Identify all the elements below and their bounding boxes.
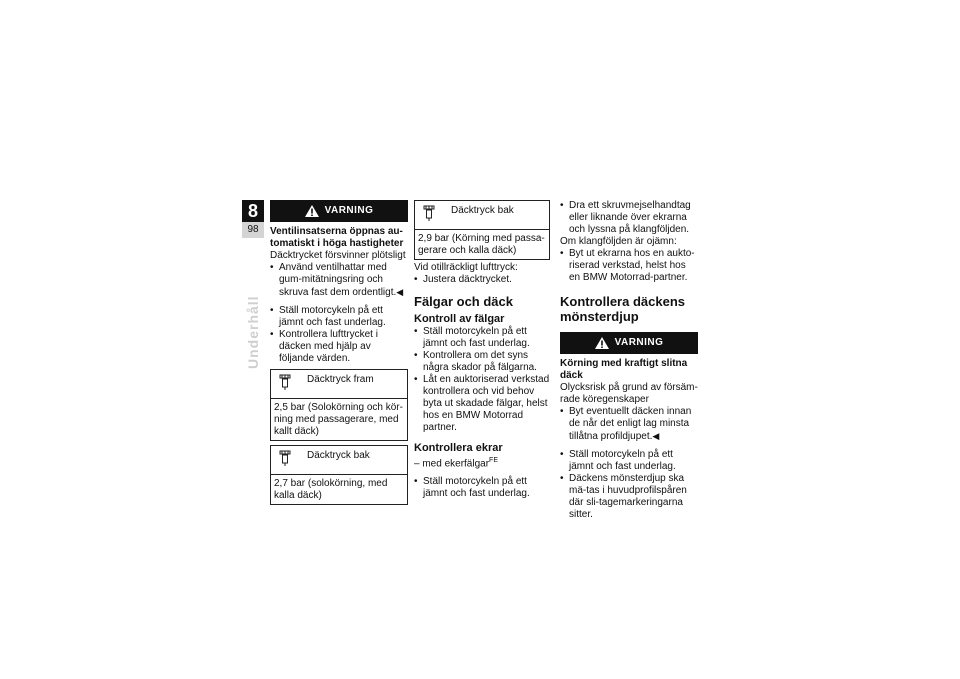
subsection-heading: Kontrollera ekrar [414,442,503,454]
uneven-text: Om klangföljden är ojämn: [560,236,677,247]
section-heading: Fälgar och däck [414,294,513,309]
tire-gauge-icon [279,374,291,390]
list-item: • Ställ motorcykeln på ett jämnt och fast underlag. [414,476,550,500]
tire-pressure-rear-box [270,445,408,505]
box-label: Däcktryck bak [307,450,370,461]
warning-icon [305,205,319,217]
warning-icon [595,337,609,349]
warning-text: Däcktrycket försvinner plötsligt [270,250,406,261]
option-code: FE [489,457,498,464]
column-3 [560,200,698,521]
list-item: • Däckens mönsterdjup ska mä-tas i huvudprofilspåren där sli-tagemarkeringarna sitter. [560,473,698,521]
warning-text: Olycksrisk på grund av försäm-rade köregenskaper [560,382,698,405]
list-item: • Låt en auktoriserad verkstad kontrollera och vid behov byta ut skadade fälgar, helst hos en BMW Motorrad partner. [414,374,550,434]
chapter-title: Underhåll [245,295,261,369]
list-item: • Dra ett skruvmejselhandtag eller liknande över ekrarna och lyssna på klangföljden. [560,200,698,236]
box-label: Däcktryck fram [307,374,374,385]
column-2 [414,200,550,500]
warning-label: VARNING [614,337,664,348]
warning-label: VARNING [324,205,374,216]
warning-bullet: • Använd ventilhattar med gum-mitätningsring och skruva fast dem ordentligt.◀ [270,262,408,299]
list-item: • Ställ motorcykeln på ett jämnt och fast underlag. [270,305,408,329]
box-value: 2,5 bar (Solokörning och kör-ning med passagerare, med kallt däck) [271,398,407,440]
end-marker-icon: ◀ [652,431,660,441]
warning-bullet: • Byt eventuellt däcken innan de når det enligt lag minsta tillåtna profildjupet.◀ [560,406,698,443]
section-heading: Kontrollera däckens mönsterdjup [560,294,685,324]
list-item: • Justera däcktrycket. [414,274,550,286]
tire-gauge-icon [423,205,435,221]
list-item: • Ställ motorcykeln på ett jämnt och fast underlag. [414,326,550,350]
list-item: • Byt ut ekrarna hos en aukto-riserad verkstad, helst hos en BMW Motorrad-partner. [560,248,698,284]
warning-banner [560,332,698,354]
subsection-heading: Kontroll av fälgar [414,313,505,325]
tire-pressure-rear-passenger-box [414,200,550,260]
box-value: 2,7 bar (solokörning, med kalla däck) [271,474,407,504]
chapter-number: 8 [242,200,264,222]
page-number: 98 [242,222,264,238]
spoke-wheel-note: – med ekerfälgar$^{FE}$ [414,457,498,470]
list-item: • Ställ motorcykeln på ett jämnt och fast underlag. [560,449,698,473]
list-item: • Kontrollera om det syns några skador på fälgarna. [414,350,550,374]
list-item: • Kontrollera lufttrycket i däcken med hjälp av följande värden. [270,329,408,365]
warning-banner [270,200,408,222]
tire-gauge-icon [279,450,291,466]
insufficient-text: Vid otillräckligt lufttryck: [414,262,518,273]
tire-pressure-front-box [270,369,408,441]
end-marker-icon: ◀ [396,287,404,297]
column-1 [270,200,408,505]
warning-title: Körning med kraftigt slitna däck [560,358,688,381]
box-label: Däcktryck bak [451,205,514,216]
box-value: 2,9 bar (Körning med passa-gerare och kalla däck) [415,229,549,259]
warning-title: Ventilinsatserna öppnas au-tomatiskt i höga hastigheter [270,226,404,249]
